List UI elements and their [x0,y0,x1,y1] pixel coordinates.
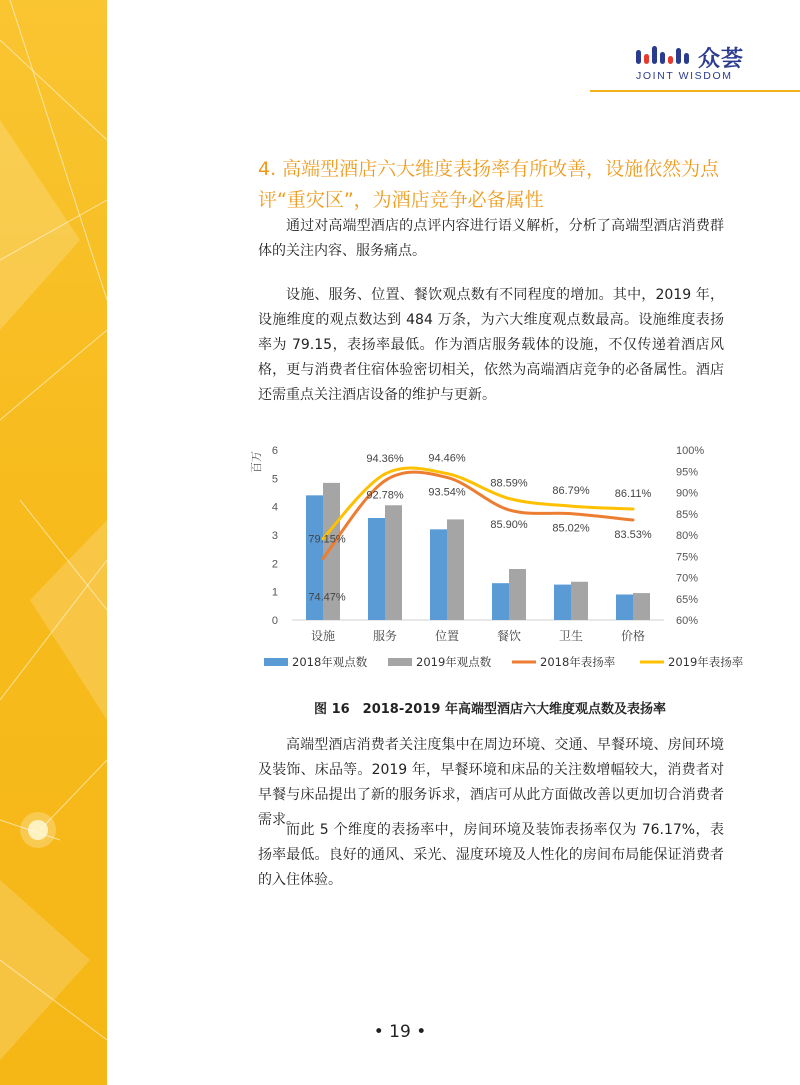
bar-2019 [385,505,402,620]
x-tick-label: 价格 [620,629,646,643]
data-label: 94.36% [366,452,404,465]
y-right-tick-label: 80% [676,530,699,542]
y-left-tick-label: 1 [271,586,278,599]
figure-chart [250,440,744,685]
bar-2019 [447,519,464,620]
bar-2019 [571,582,588,620]
x-tick-label: 餐饮 [496,629,522,643]
legend-label: 2018年观点数 [292,655,368,669]
data-label: 79.15% [308,533,346,546]
data-label: 85.90% [490,518,528,531]
y-right-tick-label: 90% [676,487,699,500]
paragraph-intro: 通过对高端型酒店的点评内容进行语义解析，分析了高端型酒店消费群体的关注内容、服务痛点。 [258,218,724,259]
data-label: 94.46% [428,452,466,465]
y-left-tick-label: 3 [271,530,278,542]
y-left-tick-label: 6 [271,445,278,457]
x-tick-label: 设施 [310,629,336,643]
data-label: 74.47% [308,591,346,604]
y-right-tick-label: 70% [676,572,699,585]
paragraph-praise-rate: 而此 5 个维度的表扬率中，房间环境及装饰表扬率仅为 76.17%，表扬率最低。良好的通风、采光、湿度环境及人性化的房间布局能保证消费者的入住体验。 [258,822,724,888]
data-label: 88.59% [490,477,528,490]
y-right-tick-label: 65% [676,593,699,606]
x-tick-label: 服务 [372,629,398,643]
bar-2018 [430,529,447,620]
geometric-pattern-icon [0,0,107,1085]
y-left-tick-label: 2 [271,558,278,571]
legend-swatch [264,658,288,666]
y-right-tick-label: 75% [676,551,699,564]
brand-name-cn: 众荟 [698,47,745,72]
data-label: 83.53% [614,528,652,541]
legend-swatch [388,658,412,666]
data-label: 85.02% [552,522,590,535]
y-left-tick-label: 4 [271,501,278,514]
section-heading: 4. 高端型酒店六大维度表扬率有所改善，设施依然为点评“重灾区”，为酒店竞争必备属性 [258,158,720,211]
data-label: 92.78% [366,489,404,502]
jw-logo-mark-icon [636,44,694,68]
brand-logo [636,40,776,84]
y-right-tick-label: 95% [676,466,699,479]
y-left-tick-label: 0 [271,615,278,627]
x-tick-label: 卫生 [558,629,584,643]
combo-chart [250,440,744,685]
data-label: 86.79% [552,485,590,498]
y-left-tick-label: 5 [271,473,278,486]
page-number: • 19 • [373,1022,427,1042]
bar-2019 [633,593,650,620]
legend-label: 2018年表扬率 [540,655,616,669]
y-right-tick-label: 60% [676,615,699,627]
legend-label: 2019年观点数 [416,655,492,669]
bar-2018 [554,585,571,620]
x-tick-label: 位置 [434,629,460,643]
bar-2018 [492,583,509,620]
y-right-tick-label: 100% [676,445,705,457]
decorative-side-band [0,0,107,1085]
data-label: 93.54% [428,486,466,499]
bar-2018 [368,518,385,620]
legend-label: 2019年表扬率 [668,655,744,669]
bar-2019 [509,569,526,620]
brand-name-en: JOINT WISDOM [636,70,733,82]
paragraph-attention: 高端型酒店消费者关注度集中在周边环境、交通、早餐环境、房间环境及装饰、床品等。2019 年，早餐环境和床品的关注数增幅较大，消费者对早餐与床品提出了新的服务诉求，酒店可从此方面做改善以更加切合消费者需求。 [258,737,724,828]
bar-2018 [616,595,633,621]
paragraph-facilities: 设施、服务、位置、餐饮观点数有不同程度的增加。其中，2019 年，设施维度的观点数达到 484 万条，为六大维度观点数最高。设施维度表扬率为 79.15，表扬率最低。作为酒店服务载体的设施，不仅传递着酒店风格，更与消费者住宿体验密切相关，依然为高端酒店竞争的必备属性。酒店还需重点关注酒店设备的维护与更新。 [258,287,724,403]
y-right-tick-label: 85% [676,508,699,521]
header-rule [590,90,800,92]
figure-caption: 图 16 2018-2019 年高端型酒店六大维度观点数及表扬率 [314,702,666,717]
data-label: 86.11% [614,488,652,501]
y-left-axis-label: 百万 [250,451,263,473]
